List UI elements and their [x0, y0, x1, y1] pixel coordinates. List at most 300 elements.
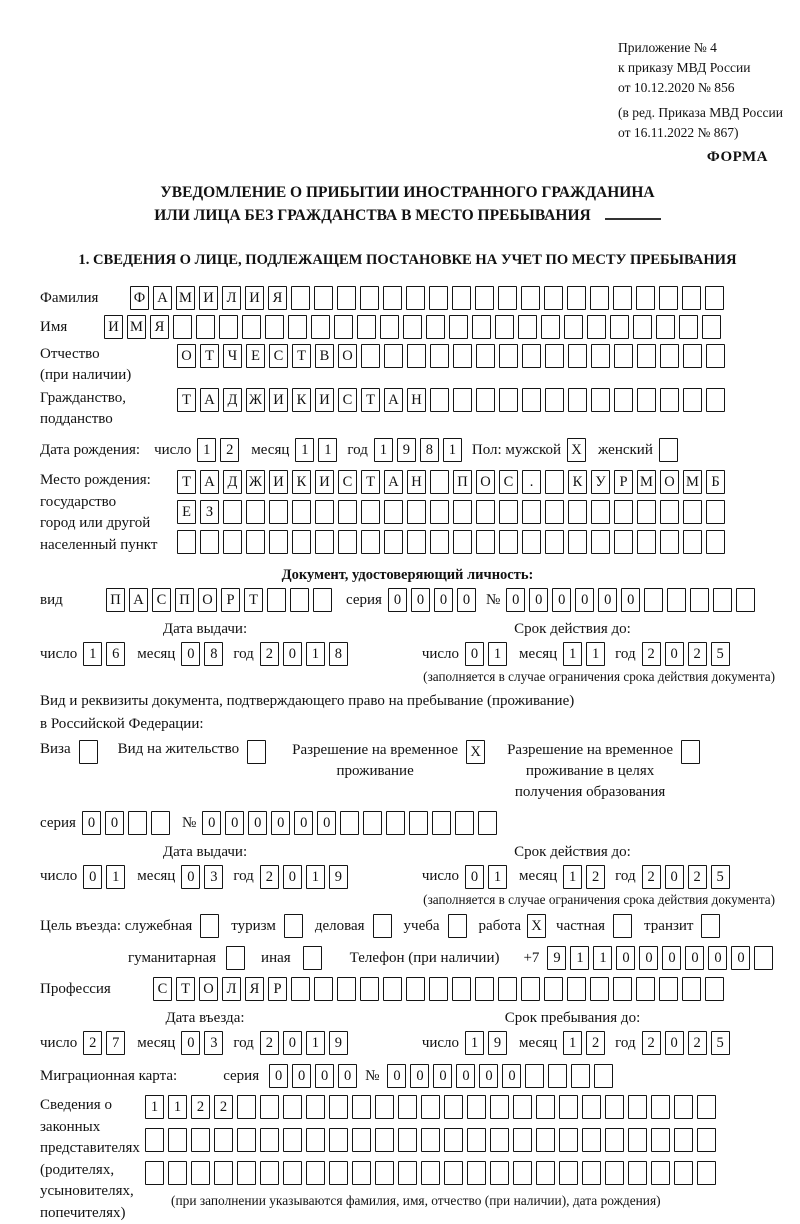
char-cell[interactable] — [314, 286, 333, 310]
char-cell[interactable] — [237, 1161, 256, 1185]
char-cell[interactable]: 8 — [329, 642, 348, 666]
char-cell[interactable] — [168, 1128, 187, 1152]
char-cell[interactable] — [260, 1128, 279, 1152]
char-cell[interactable]: О — [177, 344, 196, 368]
char-cell[interactable] — [306, 1128, 325, 1152]
char-cell[interactable]: 1 — [106, 865, 125, 889]
char-cell[interactable]: 0 — [575, 588, 594, 612]
char-cell[interactable]: 0 — [465, 642, 484, 666]
char-cell[interactable]: Я — [245, 977, 264, 1001]
char-cell[interactable] — [636, 977, 655, 1001]
char-cell[interactable] — [288, 315, 307, 339]
char-cell[interactable] — [522, 530, 541, 554]
char-cell[interactable]: С — [499, 470, 518, 494]
char-cell[interactable] — [705, 286, 724, 310]
char-cell[interactable] — [521, 286, 540, 310]
char-cell[interactable] — [651, 1161, 670, 1185]
char-cell[interactable] — [455, 811, 474, 835]
char-cell[interactable]: Е — [246, 344, 265, 368]
char-cell[interactable]: 1 — [318, 438, 337, 462]
char-cell[interactable] — [544, 977, 563, 1001]
char-cell[interactable]: 0 — [479, 1064, 498, 1088]
char-cell[interactable]: 1 — [306, 865, 325, 889]
char-cell[interactable] — [545, 470, 564, 494]
char-cell[interactable] — [430, 344, 449, 368]
char-cell[interactable] — [357, 315, 376, 339]
char-cell[interactable] — [269, 500, 288, 524]
char-cell[interactable] — [398, 1128, 417, 1152]
char-cell[interactable]: О — [476, 470, 495, 494]
char-cell[interactable]: 1 — [586, 642, 605, 666]
char-cell[interactable]: X — [527, 914, 546, 938]
char-cell[interactable]: 2 — [83, 1031, 102, 1055]
char-cell[interactable]: 0 — [456, 1064, 475, 1088]
char-cell[interactable] — [315, 500, 334, 524]
char-cell[interactable] — [375, 1161, 394, 1185]
char-cell[interactable] — [590, 977, 609, 1001]
char-cell[interactable] — [651, 1128, 670, 1152]
char-cell[interactable] — [476, 388, 495, 412]
char-cell[interactable]: Т — [292, 344, 311, 368]
char-cell[interactable]: 9 — [397, 438, 416, 462]
char-cell[interactable] — [191, 1128, 210, 1152]
char-cell[interactable]: Я — [268, 286, 287, 310]
char-cell[interactable] — [674, 1161, 693, 1185]
char-cell[interactable]: 0 — [271, 811, 290, 835]
char-cell[interactable] — [467, 1161, 486, 1185]
char-cell[interactable] — [283, 1161, 302, 1185]
char-cell[interactable]: З — [200, 500, 219, 524]
char-cell[interactable] — [702, 315, 721, 339]
char-cell[interactable]: К — [292, 470, 311, 494]
char-cell[interactable]: 1 — [83, 642, 102, 666]
char-cell[interactable]: Т — [177, 388, 196, 412]
char-cell[interactable] — [386, 811, 405, 835]
char-cell[interactable] — [667, 588, 686, 612]
char-cell[interactable]: 0 — [283, 865, 302, 889]
char-cell[interactable]: Т — [244, 588, 263, 612]
char-cell[interactable]: Ж — [246, 470, 265, 494]
char-cell[interactable]: 5 — [711, 865, 730, 889]
char-cell[interactable]: Т — [361, 470, 380, 494]
char-cell[interactable] — [375, 1128, 394, 1152]
char-cell[interactable] — [545, 344, 564, 368]
char-cell[interactable]: 0 — [181, 642, 200, 666]
char-cell[interactable] — [614, 530, 633, 554]
char-cell[interactable]: 2 — [688, 642, 707, 666]
char-cell[interactable] — [605, 1161, 624, 1185]
char-cell[interactable] — [591, 388, 610, 412]
char-cell[interactable] — [679, 315, 698, 339]
char-cell[interactable]: 1 — [443, 438, 462, 462]
char-cell[interactable] — [472, 315, 491, 339]
char-cell[interactable] — [168, 1161, 187, 1185]
char-cell[interactable] — [406, 977, 425, 1001]
char-cell[interactable] — [173, 315, 192, 339]
char-cell[interactable] — [177, 530, 196, 554]
char-cell[interactable] — [430, 388, 449, 412]
char-cell[interactable]: 0 — [552, 588, 571, 612]
char-cell[interactable] — [706, 388, 725, 412]
char-cell[interactable]: 2 — [260, 1031, 279, 1055]
char-cell[interactable] — [444, 1128, 463, 1152]
char-cell[interactable] — [651, 1095, 670, 1119]
char-cell[interactable]: 2 — [214, 1095, 233, 1119]
char-cell[interactable] — [314, 977, 333, 1001]
char-cell[interactable]: . — [522, 470, 541, 494]
char-cell[interactable] — [384, 500, 403, 524]
char-cell[interactable] — [315, 530, 334, 554]
char-cell[interactable]: С — [338, 470, 357, 494]
char-cell[interactable] — [430, 530, 449, 554]
char-cell[interactable] — [498, 286, 517, 310]
char-cell[interactable]: 2 — [220, 438, 239, 462]
char-cell[interactable] — [291, 286, 310, 310]
char-cell[interactable] — [361, 500, 380, 524]
char-cell[interactable]: П — [106, 588, 125, 612]
char-cell[interactable]: 0 — [82, 811, 101, 835]
char-cell[interactable] — [544, 286, 563, 310]
char-cell[interactable]: 0 — [616, 946, 635, 970]
char-cell[interactable]: 1 — [145, 1095, 164, 1119]
char-cell[interactable] — [432, 811, 451, 835]
char-cell[interactable] — [467, 1095, 486, 1119]
char-cell[interactable] — [303, 946, 322, 970]
char-cell[interactable] — [429, 977, 448, 1001]
char-cell[interactable] — [613, 914, 632, 938]
char-cell[interactable] — [409, 811, 428, 835]
char-cell[interactable] — [407, 530, 426, 554]
char-cell[interactable] — [681, 740, 700, 764]
char-cell[interactable]: 0 — [181, 1031, 200, 1055]
char-cell[interactable] — [223, 500, 242, 524]
char-cell[interactable] — [398, 1161, 417, 1185]
char-cell[interactable] — [430, 500, 449, 524]
char-cell[interactable] — [449, 315, 468, 339]
char-cell[interactable]: 0 — [598, 588, 617, 612]
char-cell[interactable] — [591, 530, 610, 554]
char-cell[interactable]: А — [200, 470, 219, 494]
char-cell[interactable]: И — [315, 470, 334, 494]
char-cell[interactable] — [513, 1095, 532, 1119]
char-cell[interactable] — [637, 344, 656, 368]
char-cell[interactable]: И — [104, 315, 123, 339]
char-cell[interactable]: 0 — [434, 588, 453, 612]
char-cell[interactable]: 1 — [295, 438, 314, 462]
char-cell[interactable] — [594, 1064, 613, 1088]
char-cell[interactable]: Р — [614, 470, 633, 494]
char-cell[interactable]: Д — [223, 388, 242, 412]
char-cell[interactable] — [636, 286, 655, 310]
char-cell[interactable]: 1 — [374, 438, 393, 462]
char-cell[interactable]: Т — [361, 388, 380, 412]
char-cell[interactable] — [476, 530, 495, 554]
char-cell[interactable] — [568, 344, 587, 368]
char-cell[interactable]: 3 — [204, 1031, 223, 1055]
char-cell[interactable]: Т — [176, 977, 195, 1001]
char-cell[interactable] — [605, 1095, 624, 1119]
char-cell[interactable] — [363, 811, 382, 835]
char-cell[interactable] — [567, 286, 586, 310]
char-cell[interactable] — [151, 811, 170, 835]
char-cell[interactable] — [697, 1095, 716, 1119]
char-cell[interactable]: 9 — [488, 1031, 507, 1055]
char-cell[interactable] — [398, 1095, 417, 1119]
char-cell[interactable] — [660, 344, 679, 368]
char-cell[interactable] — [452, 286, 471, 310]
char-cell[interactable]: Ч — [223, 344, 242, 368]
char-cell[interactable] — [448, 914, 467, 938]
char-cell[interactable] — [145, 1161, 164, 1185]
char-cell[interactable] — [754, 946, 773, 970]
char-cell[interactable]: 2 — [586, 1031, 605, 1055]
char-cell[interactable] — [334, 315, 353, 339]
char-cell[interactable] — [214, 1128, 233, 1152]
char-cell[interactable] — [429, 286, 448, 310]
char-cell[interactable] — [426, 315, 445, 339]
char-cell[interactable]: 0 — [529, 588, 548, 612]
char-cell[interactable] — [628, 1161, 647, 1185]
char-cell[interactable]: О — [660, 470, 679, 494]
char-cell[interactable]: 1 — [488, 865, 507, 889]
char-cell[interactable]: 2 — [688, 1031, 707, 1055]
char-cell[interactable] — [660, 500, 679, 524]
char-cell[interactable] — [453, 344, 472, 368]
char-cell[interactable] — [659, 977, 678, 1001]
char-cell[interactable]: 0 — [410, 1064, 429, 1088]
char-cell[interactable] — [682, 286, 701, 310]
char-cell[interactable]: 1 — [563, 865, 582, 889]
char-cell[interactable]: И — [315, 388, 334, 412]
char-cell[interactable]: 0 — [662, 946, 681, 970]
char-cell[interactable] — [265, 315, 284, 339]
char-cell[interactable] — [706, 500, 725, 524]
char-cell[interactable] — [683, 388, 702, 412]
char-cell[interactable] — [475, 977, 494, 1001]
char-cell[interactable] — [383, 286, 402, 310]
char-cell[interactable] — [444, 1095, 463, 1119]
char-cell[interactable] — [478, 811, 497, 835]
char-cell[interactable]: 0 — [457, 588, 476, 612]
char-cell[interactable] — [430, 470, 449, 494]
char-cell[interactable] — [226, 946, 245, 970]
char-cell[interactable] — [292, 530, 311, 554]
char-cell[interactable]: 0 — [105, 811, 124, 835]
char-cell[interactable]: 0 — [292, 1064, 311, 1088]
char-cell[interactable] — [591, 500, 610, 524]
char-cell[interactable]: Л — [222, 977, 241, 1001]
char-cell[interactable]: И — [269, 470, 288, 494]
char-cell[interactable]: Л — [222, 286, 241, 310]
char-cell[interactable]: П — [175, 588, 194, 612]
char-cell[interactable]: 0 — [269, 1064, 288, 1088]
char-cell[interactable] — [633, 315, 652, 339]
char-cell[interactable] — [361, 530, 380, 554]
char-cell[interactable] — [237, 1095, 256, 1119]
char-cell[interactable]: 0 — [465, 865, 484, 889]
char-cell[interactable]: 0 — [665, 1031, 684, 1055]
char-cell[interactable]: А — [129, 588, 148, 612]
char-cell[interactable] — [545, 500, 564, 524]
char-cell[interactable] — [375, 1095, 394, 1119]
char-cell[interactable] — [705, 977, 724, 1001]
char-cell[interactable]: Н — [407, 388, 426, 412]
char-cell[interactable] — [522, 500, 541, 524]
char-cell[interactable] — [373, 914, 392, 938]
char-cell[interactable]: А — [384, 470, 403, 494]
char-cell[interactable] — [582, 1095, 601, 1119]
char-cell[interactable] — [200, 530, 219, 554]
char-cell[interactable] — [644, 588, 663, 612]
char-cell[interactable] — [582, 1128, 601, 1152]
char-cell[interactable] — [444, 1161, 463, 1185]
char-cell[interactable]: 2 — [642, 642, 661, 666]
char-cell[interactable]: 2 — [586, 865, 605, 889]
char-cell[interactable]: О — [198, 588, 217, 612]
char-cell[interactable] — [361, 344, 380, 368]
char-cell[interactable] — [329, 1161, 348, 1185]
char-cell[interactable] — [214, 1161, 233, 1185]
char-cell[interactable] — [306, 1161, 325, 1185]
char-cell[interactable] — [682, 977, 701, 1001]
char-cell[interactable] — [706, 344, 725, 368]
char-cell[interactable]: С — [152, 588, 171, 612]
char-cell[interactable]: А — [384, 388, 403, 412]
char-cell[interactable]: 2 — [642, 1031, 661, 1055]
char-cell[interactable]: 2 — [260, 865, 279, 889]
char-cell[interactable] — [269, 530, 288, 554]
char-cell[interactable]: 2 — [191, 1095, 210, 1119]
char-cell[interactable] — [490, 1161, 509, 1185]
char-cell[interactable]: В — [315, 344, 334, 368]
char-cell[interactable]: 5 — [711, 642, 730, 666]
char-cell[interactable]: 0 — [283, 1031, 302, 1055]
char-cell[interactable] — [499, 530, 518, 554]
char-cell[interactable] — [706, 530, 725, 554]
char-cell[interactable] — [683, 530, 702, 554]
char-cell[interactable] — [541, 315, 560, 339]
char-cell[interactable]: Н — [407, 470, 426, 494]
char-cell[interactable] — [219, 315, 238, 339]
char-cell[interactable] — [637, 530, 656, 554]
char-cell[interactable] — [564, 315, 583, 339]
char-cell[interactable] — [499, 388, 518, 412]
char-cell[interactable]: Р — [268, 977, 287, 1001]
char-cell[interactable] — [283, 1128, 302, 1152]
char-cell[interactable] — [421, 1095, 440, 1119]
char-cell[interactable] — [490, 1128, 509, 1152]
char-cell[interactable] — [406, 286, 425, 310]
char-cell[interactable] — [613, 977, 632, 1001]
char-cell[interactable]: 0 — [387, 1064, 406, 1088]
char-cell[interactable] — [453, 388, 472, 412]
char-cell[interactable]: 0 — [388, 588, 407, 612]
char-cell[interactable]: 0 — [639, 946, 658, 970]
char-cell[interactable]: 2 — [688, 865, 707, 889]
char-cell[interactable] — [467, 1128, 486, 1152]
char-cell[interactable]: И — [199, 286, 218, 310]
char-cell[interactable]: О — [338, 344, 357, 368]
char-cell[interactable]: 0 — [731, 946, 750, 970]
char-cell[interactable]: 1 — [488, 642, 507, 666]
char-cell[interactable] — [522, 388, 541, 412]
char-cell[interactable]: И — [269, 388, 288, 412]
char-cell[interactable]: 0 — [665, 865, 684, 889]
char-cell[interactable]: 0 — [317, 811, 336, 835]
char-cell[interactable] — [499, 500, 518, 524]
char-cell[interactable]: Р — [221, 588, 240, 612]
char-cell[interactable] — [591, 344, 610, 368]
char-cell[interactable] — [352, 1161, 371, 1185]
char-cell[interactable]: 0 — [83, 865, 102, 889]
char-cell[interactable]: М — [176, 286, 195, 310]
char-cell[interactable] — [196, 315, 215, 339]
char-cell[interactable] — [291, 977, 310, 1001]
char-cell[interactable]: 1 — [563, 1031, 582, 1055]
char-cell[interactable]: 0 — [506, 588, 525, 612]
char-cell[interactable]: 0 — [433, 1064, 452, 1088]
char-cell[interactable] — [421, 1128, 440, 1152]
char-cell[interactable] — [736, 588, 755, 612]
char-cell[interactable] — [403, 315, 422, 339]
char-cell[interactable] — [283, 1095, 302, 1119]
char-cell[interactable]: 9 — [329, 865, 348, 889]
char-cell[interactable]: 0 — [685, 946, 704, 970]
char-cell[interactable]: У — [591, 470, 610, 494]
char-cell[interactable] — [247, 740, 266, 764]
char-cell[interactable] — [453, 500, 472, 524]
char-cell[interactable]: 1 — [306, 642, 325, 666]
char-cell[interactable]: П — [453, 470, 472, 494]
char-cell[interactable] — [559, 1128, 578, 1152]
char-cell[interactable] — [536, 1161, 555, 1185]
char-cell[interactable] — [610, 315, 629, 339]
char-cell[interactable] — [683, 500, 702, 524]
char-cell[interactable]: 0 — [665, 642, 684, 666]
char-cell[interactable]: Д — [223, 470, 242, 494]
char-cell[interactable] — [360, 286, 379, 310]
char-cell[interactable] — [499, 344, 518, 368]
char-cell[interactable]: 0 — [621, 588, 640, 612]
char-cell[interactable] — [571, 1064, 590, 1088]
char-cell[interactable]: А — [200, 388, 219, 412]
char-cell[interactable]: 5 — [711, 1031, 730, 1055]
char-cell[interactable] — [659, 438, 678, 462]
char-cell[interactable] — [407, 344, 426, 368]
char-cell[interactable] — [701, 914, 720, 938]
char-cell[interactable] — [525, 1064, 544, 1088]
char-cell[interactable] — [513, 1161, 532, 1185]
char-cell[interactable] — [568, 500, 587, 524]
char-cell[interactable] — [498, 977, 517, 1001]
char-cell[interactable]: Б — [706, 470, 725, 494]
char-cell[interactable] — [690, 588, 709, 612]
char-cell[interactable] — [614, 344, 633, 368]
char-cell[interactable] — [191, 1161, 210, 1185]
char-cell[interactable] — [548, 1064, 567, 1088]
char-cell[interactable] — [656, 315, 675, 339]
char-cell[interactable]: 0 — [202, 811, 221, 835]
char-cell[interactable]: 1 — [593, 946, 612, 970]
char-cell[interactable] — [329, 1128, 348, 1152]
char-cell[interactable]: Т — [200, 344, 219, 368]
char-cell[interactable]: 2 — [260, 642, 279, 666]
char-cell[interactable]: Ф — [130, 286, 149, 310]
char-cell[interactable] — [223, 530, 242, 554]
char-cell[interactable] — [476, 500, 495, 524]
char-cell[interactable] — [660, 388, 679, 412]
char-cell[interactable] — [200, 914, 219, 938]
